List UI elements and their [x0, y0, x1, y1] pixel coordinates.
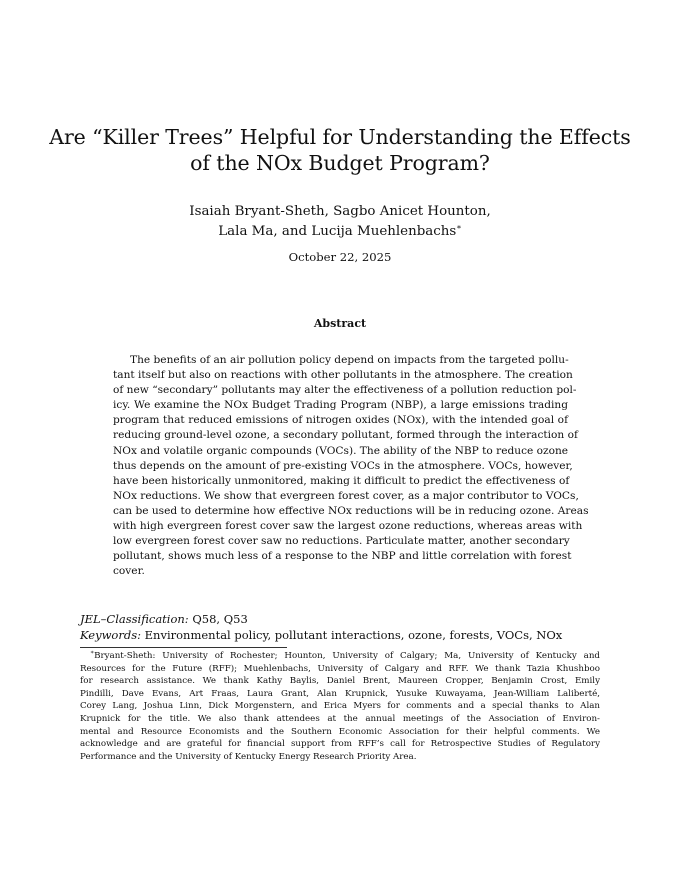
footnote-line: Performance and the University of Kentucky Energy Research Priority Area. — [80, 751, 417, 762]
keywords-value: Environmental policy, pollutant interactions, ozone, forests, VOCs, NOx — [141, 628, 563, 642]
footnote-line: mental and Resource Economists and the Southern Economic Association for their helpful comments. We — [80, 726, 600, 737]
footnote-line: Pindilli, Dave Evans, Art Fraas, Laura Grant, Alan Krupnick, Yusuke Kuwayama, Jean-William Laliberté, — [80, 688, 600, 699]
abstract-line: low evergreen forest cover saw no reductions. Particulate matter, another secondary — [113, 535, 570, 548]
keywords-label: Keywords: — [80, 628, 141, 642]
abstract-heading: Abstract — [313, 317, 367, 330]
abstract-line: pollutant, shows much less of a response to the NBP and little correlation with forest — [113, 550, 572, 563]
jel-label: JEL–Classification: — [80, 612, 189, 626]
paper-title — [40, 124, 640, 176]
author-line-text: Lala Ma, and Lucija Muehlenbachs — [218, 223, 457, 239]
abstract-line: program that reduced emissions of nitrogen oxides (NOx), with the intended goal of — [113, 414, 568, 427]
author-footnote-mark: ∗ — [456, 222, 462, 232]
title-line: of the NOx Budget Program? — [190, 151, 490, 175]
abstract-body — [113, 353, 589, 579]
jel-value: Q58, Q53 — [188, 612, 248, 626]
footnote-line-text: Bryant-Sheth: University of Rochester; Hounton, University of Calgary; Ma, University of Kentucky and — [94, 651, 600, 661]
abstract-line: with high evergreen forest cover saw the largest ozone reductions, whereas areas with — [113, 520, 583, 533]
abstract-line: can be used to determine how effective NOx reductions will be in reducing ozone. Areas — [113, 504, 589, 517]
abstract-line: have been historically unmonitored, making it difficult to predict the effectiveness of — [113, 474, 570, 487]
paper-date: October 22, 2025 — [288, 250, 392, 264]
abstract-line: tant itself but also on reactions with other pollutants in the atmosphere. The creation — [113, 369, 573, 382]
abstract-line: of new “secondary” pollutants may alter the effectiveness of a pollution reduction pol- — [113, 384, 577, 397]
author-footnote — [80, 650, 600, 763]
abstract-line: The benefits of an air pollution policy depend on impacts from the targeted pollu- — [130, 354, 569, 366]
abstract-line: thus depends on the amount of pre-existing VOCs in the atmosphere. VOCs, however, — [113, 459, 573, 472]
footnote-line: Resources for the Future (RFF); Muehlenbachs, University of Calgary and RFF. We thank Tazia Khushboo — [80, 663, 600, 674]
author-line: Isaiah Bryant-Sheth, Sagbo Anicet Hounton, — [189, 204, 491, 219]
footnote-line: acknowledge and are grateful for financial support from RFF’s call for Retrospective Studies of Regulatory — [80, 739, 600, 750]
abstract-line: NOx and volatile organic compounds (VOCs). The ability of the NBP to reduce ozone — [113, 444, 569, 457]
abstract-line: cover. — [113, 565, 145, 578]
footnote-line: Krupnick for the title. We also thank attendees at the annual meetings of the Association of Environ- — [80, 713, 600, 724]
abstract-line: icy. We examine the NOx Budget Trading Program (NBP), a large emissions trading — [113, 399, 568, 412]
footnote-line — [80, 650, 600, 663]
keywords — [80, 627, 562, 643]
footnote-divider — [80, 647, 287, 648]
abstract-line: NOx reductions. We show that evergreen forest cover, as a major contributor to VOCs, — [113, 489, 579, 502]
author-list — [40, 202, 640, 241]
jel-classification — [80, 611, 248, 627]
abstract-line: reducing ground-level ozone, a secondary pollutant, formed through the interaction of — [113, 429, 578, 442]
footnote-line: for research assistance. We thank Kathy Baylis, Daniel Brent, Maureen Cropper, Benjamin Crost, Emily — [80, 676, 600, 687]
footnote-line: Corey Lang, Joshua Linn, Dick Morgenstern, and Erica Myers for comments and a special thanks to Alan — [80, 701, 600, 712]
author-line — [40, 222, 640, 242]
title-line: Are “Killer Trees” Helpful for Understanding the Effects — [49, 125, 631, 149]
footnote-mark: ∗ — [90, 649, 95, 657]
